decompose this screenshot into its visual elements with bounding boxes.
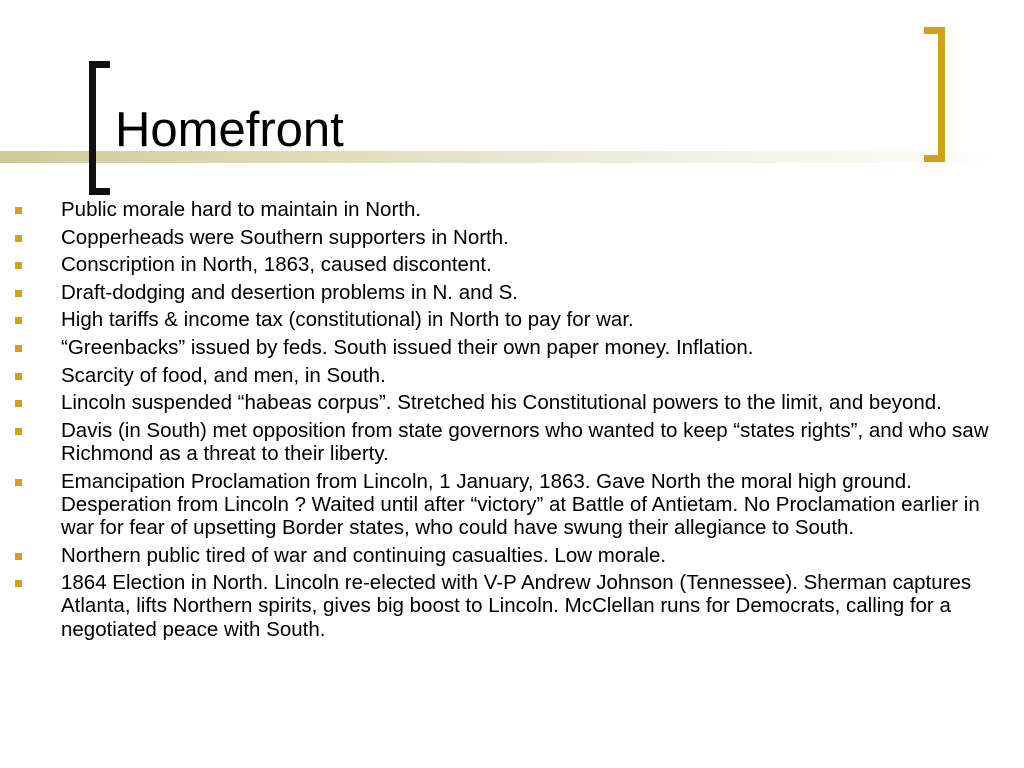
square-bullet-icon — [15, 400, 22, 407]
bullet-item — [0, 391, 1010, 414]
square-bullet-icon — [15, 317, 22, 324]
bullet-text: Northern public tired of war and continuing casualties. Low morale. — [61, 543, 667, 567]
bullet-text: High tariffs & income tax (constitutional) in North to pay for war. — [61, 308, 634, 332]
bullet-list — [0, 198, 1010, 645]
bullet-text: Draft-dodging and desertion problems in N. and S. — [61, 280, 518, 304]
bullet-item — [0, 419, 1010, 465]
square-bullet-icon — [15, 262, 22, 269]
bullet-item — [0, 198, 1010, 221]
slide-title: Homefront — [115, 103, 344, 157]
bullet-item — [0, 336, 1010, 359]
square-bullet-icon — [15, 207, 22, 214]
bullet-text: Davis (in South) met opposition from state governors who wanted to keep “states rights”, and who saw Richmond as a threat to their liberty. — [61, 418, 989, 465]
bullet-text: Copperheads were Southern supporters in North. — [61, 225, 509, 249]
square-bullet-icon — [15, 235, 22, 242]
bullet-text: “Greenbacks” issued by feds. South issued their own paper money. Inflation. — [61, 335, 754, 359]
square-bullet-icon — [15, 479, 22, 486]
square-bullet-icon — [15, 373, 22, 380]
bullet-text: Public morale hard to maintain in North. — [61, 198, 422, 221]
bullet-item — [0, 226, 1010, 249]
bullet-item — [0, 308, 1010, 331]
bullet-item — [0, 281, 1010, 304]
bullet-text: 1864 Election in North. Lincoln re-elected with V-P Andrew Johnson (Tennessee). Sherman captures Atlanta, lifts Northern spirits, gives big boost to Lincoln. McClellan runs for Democrats, calling for a negotiated peace with South. — [61, 571, 972, 641]
bullet-text: Lincoln suspended “habeas corpus”. Stretched his Constitutional powers to the limit, and beyond. — [61, 391, 942, 415]
bullet-item — [0, 470, 1010, 540]
bullet-text: Conscription in North, 1863, caused discontent. — [61, 253, 492, 277]
bullet-item — [0, 544, 1010, 567]
square-bullet-icon — [15, 345, 22, 352]
bullet-item — [0, 571, 1010, 641]
square-bullet-icon — [15, 428, 22, 435]
right-bracket-decoration — [924, 27, 945, 162]
bullet-text: Emancipation Proclamation from Lincoln, 1 January, 1863. Gave North the moral high ground. Desperation from Lincoln ? Waited until after “victory” at Battle of Antietam. No Proclamation earlier in war for fear of upsetting Border states, who could have swung their allegiance to South. — [61, 469, 980, 539]
bullet-text: Scarcity of food, and men, in South. — [61, 363, 386, 387]
square-bullet-icon — [15, 290, 22, 297]
square-bullet-icon — [15, 580, 22, 587]
left-bracket-decoration — [89, 61, 110, 195]
bullet-item — [0, 364, 1010, 387]
square-bullet-icon — [15, 553, 22, 560]
bullet-item — [0, 253, 1010, 276]
